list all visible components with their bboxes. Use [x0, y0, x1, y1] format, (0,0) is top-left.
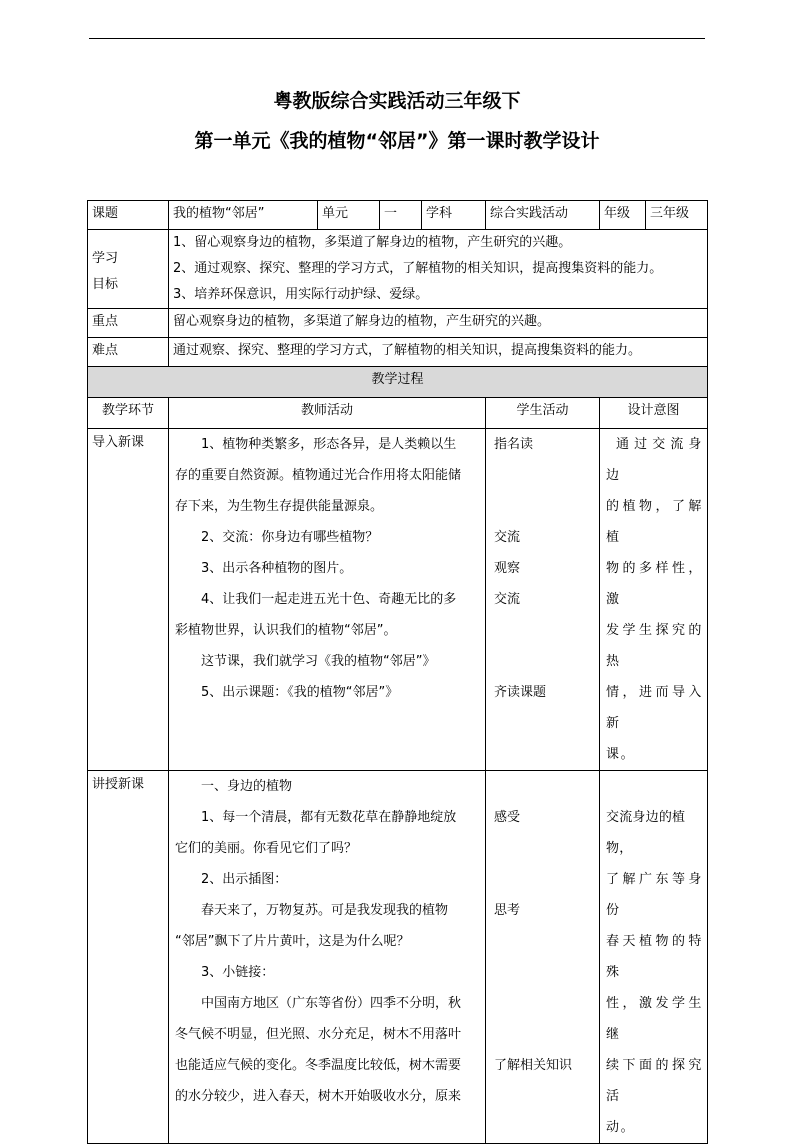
col-stage: 教学环节 — [88, 398, 169, 429]
student-line: 思考 — [494, 903, 521, 918]
teacher-line: 2、交流：你身边有哪些植物？ — [201, 530, 379, 545]
student-line: 齐读课题 — [494, 685, 547, 700]
teach-student-activity — [486, 771, 600, 1144]
difficulty-value: 通过观察、探究、整理的学习方式，了解植物的相关知识，提高搜集资料的能力。 — [169, 338, 708, 367]
teacher-line: 中国南方地区（广东等省份）四季不分明，秋 — [201, 996, 462, 1011]
col-intent: 设计意图 — [600, 398, 708, 429]
focus-row — [88, 309, 708, 338]
teacher-line: 1、植物种类繁多，形态各异，是人类赖以生 — [201, 437, 457, 452]
intro-row — [88, 429, 708, 771]
teacher-line: 它们的美丽。你看见它们了吗？ — [175, 841, 358, 856]
difficulty-label: 难点 — [88, 338, 169, 367]
intro-design-intent — [600, 429, 708, 771]
goal-item: 2、通过观察、探究、整理的学习方式，了解植物的相关知识，提高搜集资料的能力。 — [173, 261, 663, 276]
intent-line: 春天植物的特殊 — [606, 934, 704, 980]
goals-label-text: 学习目标 — [92, 251, 119, 292]
goals-row — [88, 230, 708, 309]
teacher-line: 这节课，我们就学习《我的植物“邻居”》 — [201, 654, 436, 669]
teacher-line: 3、小链接： — [201, 965, 275, 980]
teach-teacher-activity — [169, 771, 486, 1144]
subject-label: 学科 — [422, 201, 486, 230]
goal-item: 1、留心观察身边的植物，多渠道了解身边的植物，产生研究的兴趣。 — [173, 235, 572, 250]
intent-line: 动。 — [606, 1120, 636, 1135]
lesson-plan-table — [87, 200, 708, 1144]
col-student: 学生活动 — [486, 398, 600, 429]
teacher-line: 1、每一个清晨，都有无数花草在静静地绽放 — [201, 810, 457, 825]
student-line: 了解相关知识 — [494, 1058, 573, 1073]
teacher-line: 冬气候不明显，但光照、水分充足，树木不用落叶 — [175, 1027, 462, 1042]
student-line: 感受 — [494, 810, 521, 825]
intent-line: 续下面的探究活 — [606, 1058, 704, 1104]
intent-line: 了解广东等身份 — [606, 872, 704, 918]
unit-label: 单元 — [318, 201, 380, 230]
intent-line: 课。 — [606, 747, 636, 762]
teacher-line: “邻居”飘下了片片黄叶，这是为什么呢？ — [175, 934, 410, 949]
intent-line: 发学生探究的热 — [606, 623, 704, 669]
intro-student-activity — [486, 429, 600, 771]
teach-design-intent — [600, 771, 708, 1144]
teacher-line: 2、出示插图： — [201, 872, 288, 887]
focus-label: 重点 — [88, 309, 169, 338]
process-header: 教学过程 — [88, 367, 708, 398]
student-line: 观察 — [494, 561, 521, 576]
grade-label: 年级 — [600, 201, 646, 230]
topic-value: 我的植物“邻居” — [169, 201, 318, 230]
subject-value: 综合实践活动 — [486, 201, 600, 230]
goals-content — [169, 230, 708, 309]
process-header-row — [88, 367, 708, 398]
teacher-line: 存的重要自然资源。植物通过光合作用将太阳能储 — [175, 468, 462, 483]
document-title: 粤教版综合实践活动三年级下 — [273, 90, 521, 112]
teacher-line: 的水分较少，进入春天，树木开始吸收水分，原来 — [175, 1089, 462, 1104]
teacher-line: 5、出示课题：《我的植物“邻居”》 — [201, 685, 399, 700]
teach-stage: 讲授新课 — [88, 771, 169, 1144]
teach-row — [88, 771, 708, 1144]
info-row — [88, 201, 708, 230]
unit-value: 一 — [380, 201, 422, 230]
student-line: 交流 — [494, 592, 521, 607]
intent-line: 通过交流身边 — [606, 437, 704, 483]
col-teacher: 教师活动 — [169, 398, 486, 429]
teacher-line: 也能适应气候的变化。冬季温度比较低，树木需要 — [175, 1058, 462, 1073]
intent-line: 情，进而导入新 — [606, 685, 704, 731]
teacher-line: 4、让我们一起走进五光十色、奇趣无比的多 — [201, 592, 457, 607]
teacher-line: 彩植物世界，认识我们的植物“邻居”。 — [175, 623, 397, 638]
column-header-row — [88, 398, 708, 429]
teacher-line: 一、身边的植物 — [201, 779, 293, 794]
document-subtitle: 第一单元《我的植物“邻居”》第一课时教学设计 — [194, 130, 600, 152]
teacher-line: 3、出示各种植物的图片。 — [201, 561, 353, 576]
grade-value: 三年级 — [646, 201, 708, 230]
intro-stage: 导入新课 — [88, 429, 169, 771]
focus-value: 留心观察身边的植物，多渠道了解身边的植物，产生研究的兴趣。 — [169, 309, 708, 338]
goal-item: 3、培养环保意识，用实际行动护绿、爱绿。 — [173, 287, 429, 302]
difficulty-row — [88, 338, 708, 367]
intent-line: 交流身边的植物， — [606, 810, 686, 856]
student-line: 指名读 — [494, 437, 534, 452]
student-line: 交流 — [494, 530, 521, 545]
intent-line: 性，激发学生继 — [606, 996, 704, 1042]
goals-label — [88, 230, 169, 309]
intent-line: 的植物，了解植 — [606, 499, 704, 545]
topic-label: 课题 — [88, 201, 169, 230]
intent-line: 物的多样性，激 — [606, 561, 704, 607]
intro-teacher-activity — [169, 429, 486, 771]
teacher-line: 存下来，为生物生存提供能量源泉。 — [175, 499, 384, 514]
header-rule — [89, 38, 705, 39]
teacher-line: 春天来了，万物复苏。可是我发现我的植物 — [201, 903, 449, 918]
